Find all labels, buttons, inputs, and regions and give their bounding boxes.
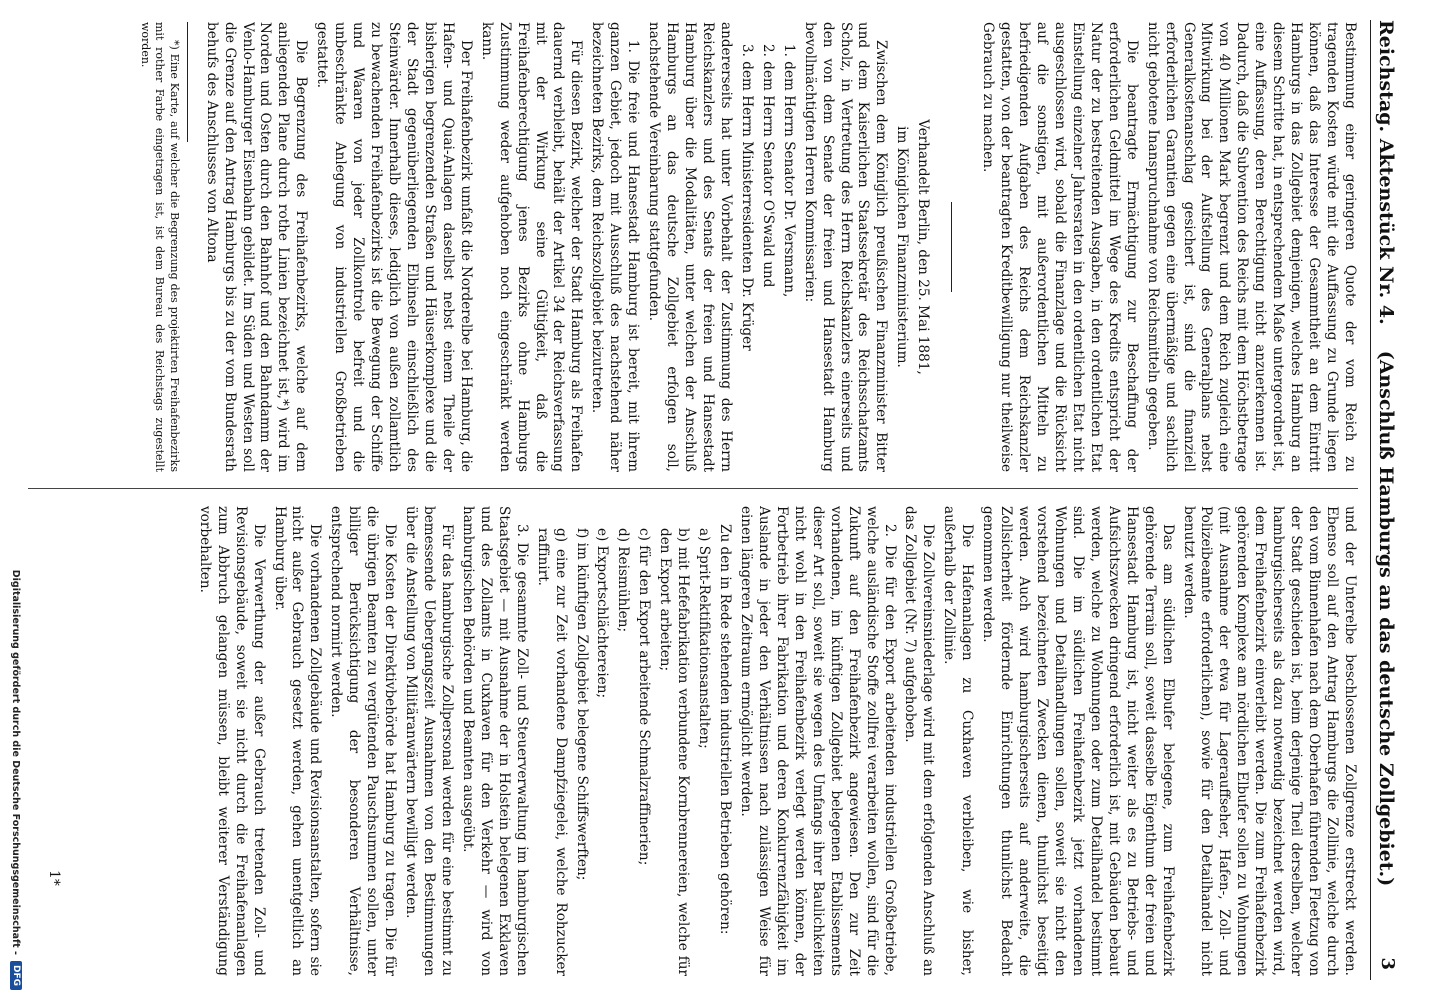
- list-item: 3. dem Herrn Ministerresidenten Dr. Krüger: [738, 44, 755, 351]
- paragraph: Für diesen Bezirk, welcher der Stadt Hamburg als Freihafen dauernd verbleibt, behält der Artikel 34 der Reichsverfassung mit der Wirkung seine Gültigkeit, daß die Freihafenberechtigung jenes Bezirks ohne Hamburgs Zustimmung weder aufgehoben noch eingeschränkt werden kann.: [478, 22, 585, 472]
- paragraph: andererseits hat unter Vorbehalt der Zustimmung des Herrn Reichskanzlers und des Senats der freien und Hansestadt Hamburg über die Modalitäten, unter welchen der Anschluß Hamburgs an das deutsche Zollgebiet erfolgen soll, nachstehende Vereinbarung stattgefunden.: [646, 22, 734, 472]
- paragraph: Für das hamburgische Zollpersonal werden für eine bestimmt zu bemessende Uebergangszeit Ausnahmen von den Bestimmungen über die Anstellung von Militäranwärtern bewilligt werden.: [403, 506, 455, 976]
- dfg-logo: DFG: [10, 961, 22, 990]
- paragraph: Die Verwerthung der außer Gebrauch tretenden Zoll- und Revisionsgebäude, soweit sie nicht durch die Freihafenanlagen zum Abbruch gelangen müssen, bleibt weiterer Verständigung vorbehalten.: [196, 506, 267, 976]
- page-number: 3: [1377, 957, 1398, 970]
- page-header: [1370, 20, 1414, 980]
- paragraph: 1. Die freie und Hansestadt Hamburg ist bereit, mit ihrem ganzen Gebiet, jedoch mit Ausschluß des nachstehend näher bezeichneten Bezirks, dem Reichszollgebiet beizutreten.: [589, 22, 642, 472]
- paragraph: Die beantragte Ermächtigung zur Beschaffung der erforderlichen Geldmittel im Wege des Kredits entspricht der Natur der zu bestreitenden Ausgaben, in den ordentlichen Etat Einstellung einzelner Jahresraten in den ordentlichen Etat nicht ausgeschlossen wird, sobald die Finanzlage und die Rücksicht auf die sonstigen, mit außerordentlichen Mitteln zu befriedigenden Aufgaben des Reichs dem Reichskanzler gestatten, von der beantragten Kreditbewilligung nur theilweise Gebrauch zu machen.: [980, 22, 1140, 472]
- list-item: 1. dem Herrn Senator Dr. Versmann,: [780, 44, 797, 298]
- place-subtitle: im Königlichen Finanzministerium.: [894, 126, 911, 368]
- place-date: Verhandelt Berlin, den 25. Mai 1881,: [915, 119, 932, 375]
- paragraph: Die Begrenzung des Freihafenbezirks, welche auf dem anliegenden Plane durch rothe Linien bezeichnet ist,*) wird im Norden und Osten durch den Bahnhof und den Bahndamm der Venlo-Hamburger Eisenbahn gebildet. Im Süden und Westen soll die Grenze auf den Antrag Hamburgs bis zu der vom Bundesrath behufs des Anschlusses von Altona: [203, 22, 310, 472]
- paragraph: Das am südlichen Elbufer belegene, zum Freihafenbezirk gehörende Terrain soll, soweit dasselbe Eigenthum der freien und Hansestadt Hamburg ist, nicht weiter als es zu Betriebs- und Aufsichtszwecken dringend erforderlich ist, mit Gebäuden bebaut werden, welche zu Wohnungen oder zum Detailhandel bestimmt sind. Die im südlichen Freihafenbezirk jetzt vorhandenen Wohnungen und Detailhandlungen sollen, soweit sie nicht den vorstehend bezeichneten Zwecken dienen, thunlichst beseitigt werden. Auch wird hamburgischerseits auf anderweite, die Zollsicherheit fördernde Einrichtungen thunlichst Bedacht genommen werden.: [980, 506, 1176, 976]
- list-item: b) mit Hefefabrikation verbundene Kornbrennereien, welche für den Export arbeiten;: [657, 528, 692, 976]
- paragraph: Die Zollvereinsniederlage wird mit dem erfolgenden Anschluß an das Zollgebiet (Nr. 7) aufgehoben.: [902, 506, 937, 976]
- list-item: f) im künftigen Zollgebiet belegene Schiffswerften;: [573, 528, 590, 881]
- paragraph: 2. Die für den Export arbeitenden industriellen Großbetriebe, welche ausländische Stoffe zollfrei verarbeiten wollen, sind für die Zukunft auf den Freihafenbezirk angewiesen. Den zur Zeit vorhandenen, im künftigen Zollgebiet belegenen Etablissements dieser Art soll, soweit sie wegen des Umfangs ihrer Baulichkeiten nicht wohl in den Freihafenbezirk verlegt werden können, der Fortbetrieb ihrer Fabrikation und deren Konkurrenzfähigkeit im Auslande in jeder den Verhältnissen nach zulässigen Weise für einen längeren Zeitraum ermöglicht werden.: [738, 506, 898, 976]
- digitization-credit: [4, 0, 28, 1000]
- paragraph: Die Hafenanlagen zu Cuxhaven verbleiben, wie bisher, außerhalb der Zollinie.: [941, 506, 976, 976]
- column-divider: [28, 488, 1358, 489]
- list-item: c) für den Export arbeitende Schmalzraffinerien;: [636, 528, 653, 866]
- paragraph: und der Unterelbe beschlossenen Zollgrenze erstreckt werden. Ebenso soll auf den Antrag Hamburgs die Zollinie, welche durch den vom Binnenhafen nach dem Oberhafen führenden Fleetzug von der Stadt geschieden ist, beim derjenige Theil derselben, welcher hamburgischerseits als dazu notwendig bezeichnet werden wird, dem Freihafenbezirk einverleibt werden. Die zum Freihafenbezirk gehörenden Komplexe am nördlichen Elbufer sollen zu Wohnungen (mit Ausnahme der etwa für Lagerauffseher, Hafen-, Zoll- und Polizeibeamte erforderlichen), sowie für den Detailhandel nicht benutzt werden.: [1180, 506, 1358, 976]
- paragraph: Der Freihafenbezirk umfaßt die Norderelbe bei Hamburg, die Hafen- und Quai-Anlagen daselbst nebst einem Theile der bisherigen begrenzenden Straßen und Häuserkomplexe und die der Stadt gegenüberliegenden Elbinseln einschließlich des Steinwärder. Innerhalb dieses, lediglich von außen zollamtlich zu bewachenden Freihafenbezirks ist die Bewegung der Schiffe und Waaren von jeder Zollkontrole befreit und die unbeschränkte Anlegung von industriellen Großbetrieben gestattet.: [314, 22, 474, 472]
- header-title: (Anschluß Hamburgs an das deutsche Zollgebiet.): [1375, 350, 1397, 887]
- paragraph: Zwischen dem Königlich preußischen Finanzminister Bitter und dem Kaiserlichen Staatssekretär des Reichsschatzamts Scholz, in Vertretung des Herrn Reichskanzlers einerseits und den von dem Senate der freien und Hansestadt Hamburg bevollmächtigten Herren Kommissarien:: [801, 22, 890, 472]
- list-item: a) Sprit-Rektifikationsanstalten;: [696, 528, 713, 749]
- section-divider: [951, 202, 952, 292]
- footnote: *) Eine Karte, auf welcher die Begrenzung des projektirten Freihafenbezirks mit rother Farbe eingetragen ist, ist dem Bureau des Reichstags zugestellt worden.: [139, 22, 181, 472]
- paragraph: Zu den in Rede stehenden industriellen Betrieben gehören:: [717, 524, 734, 935]
- right-column: [108, 506, 1358, 976]
- list-item: e) Exportschlächtereien;: [594, 528, 611, 699]
- credit-text: Digitalisierung gefördert durch die Deutsche Forschungsgemeinschaft -: [10, 569, 22, 955]
- list-item: d) Reismühlen;: [615, 528, 632, 633]
- signature-mark: 1*: [46, 870, 62, 886]
- list-item: g) eine zur Zeit vorhandene Dampfziegelei, welche Rohzucker raffinirt.: [534, 528, 569, 976]
- paragraph: Bestimmung einer geringeren Quote der vom Reich zu tragenden Kosten würde mit die Auffassung zu Grunde liegen können, daß das Interesse der Gesammtheit an dem Eintritt Hamburgs in das Zollgebiet demjenigen, welches Hamburg an diesem Schritte hat, in entsprechendem Maße untergeordnet ist, eine Auffassung, deren Berechtigung nicht anzuerkennen ist. Dadurch, daß die Subvention des Reichs mit dem Höchstbetrage von 40 Millionen Mark begrenzt und dem Reich zugleich eine Mitwirkung bei der Aufstellung des Generalplans nebst Generalkostenanschlag gesichert ist, sind die finanziell erforderlichen Garantien gegen eine übermäßige und sachlich nicht gebotene Inanspruchnahme von Reichsmitteln gegeben.: [1144, 22, 1358, 472]
- paragraph: Die vorhandenen Zollgebäude und Revisionsanstalten, sofern sie nicht außer Gebrauch gesetzt werden, gehen unentgeltlich an Hamburg über.: [271, 506, 324, 976]
- paragraph: Die Kosten der Direktivbehörde hat Hamburg zu tragen. Die für die übrigen Beamten zu vergütenden Pauschsummen sollen, unter billiger Berücksichtigung der besonderen Verhältnisse, entsprechend normirt werden.: [328, 506, 399, 976]
- paragraph: 3. Die gesammte Zoll- und Steuerverwaltung im hamburgischen Staatsgebiet — mit Ausnahme der in Holstein belegenen Exklaven und des Zollamts in Cuxhaven für den Verkehr — wird von hamburgischen Behörden und Beamten ausgeübt.: [459, 506, 530, 976]
- footnote-rule: [187, 22, 188, 142]
- left-column: [108, 22, 1358, 472]
- list-item: 2. dem Herrn Senator O'Swald und: [759, 44, 776, 288]
- header-left: Reichstag. Aktenstück Nr. 4.: [1375, 20, 1397, 325]
